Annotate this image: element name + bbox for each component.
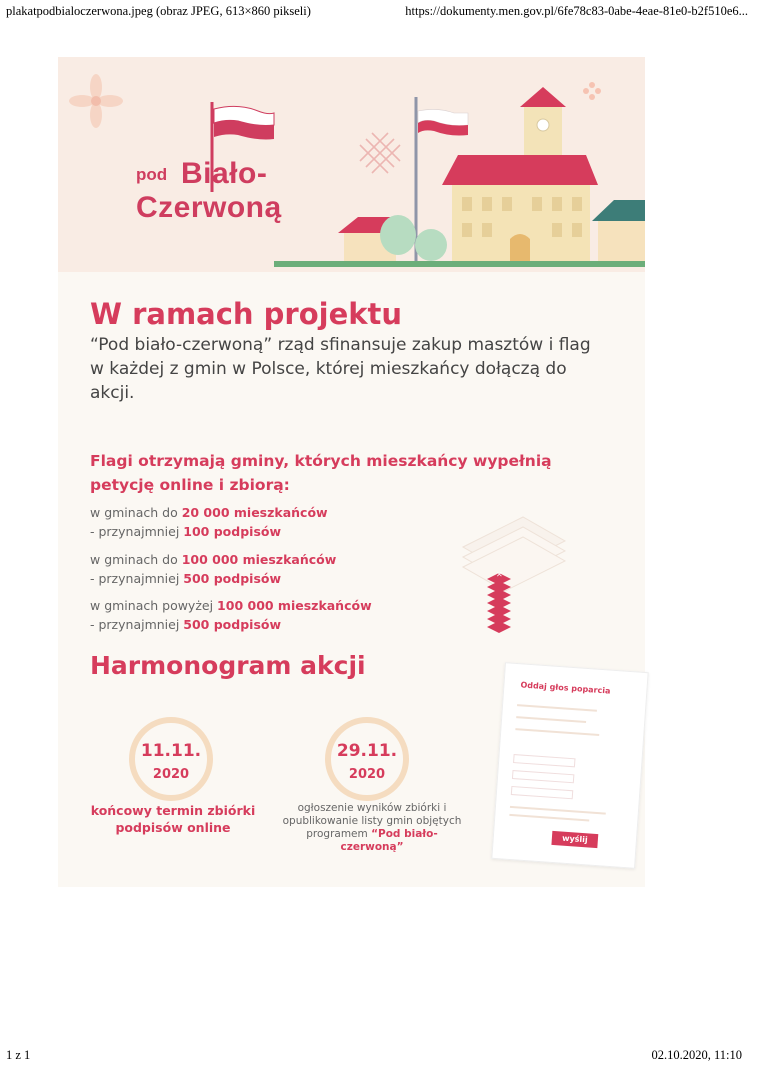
schedule-heading: Harmonogram akcji xyxy=(90,651,366,680)
rule-item: w gminach do 20 000 mieszkańców - przynajmniej 100 podpisów xyxy=(90,505,328,539)
page-url: https://dokumenty.men.gov.pl/6fe78c83-0abe-4eae-81e0-b2f510e6... xyxy=(405,4,748,18)
project-intro: “Pod biało-czerwoną” rząd sfinansuje zakup masztów i flag w każdej z gmin w Polsce, której mieszkańcy dołączą do akcji. xyxy=(90,335,591,403)
milestone-date: 29.11. xyxy=(336,741,398,761)
form-line xyxy=(516,716,586,723)
form-field xyxy=(511,786,573,799)
logo-pod-text: pod xyxy=(136,165,168,184)
form-field xyxy=(513,754,575,767)
print-datetime: 02.10.2020, 11:10 xyxy=(651,1048,742,1062)
milestone-date: 11.11. xyxy=(140,741,202,761)
form-line xyxy=(517,704,597,712)
rule-item: w gminach powyżej 100 000 mieszkańców - przynajmniej 500 podpisów xyxy=(90,598,372,632)
milestone-year: 2020 xyxy=(348,767,386,782)
milestone-date-circle xyxy=(325,717,409,801)
milestone-caption: ogłoszenie wyników zbiórki i opublikowanie listy gmin objętych programem “Pod biało-czerwoną” xyxy=(282,802,462,853)
svg-text:✕: ✕ xyxy=(496,570,503,579)
petition-form-card xyxy=(491,662,648,869)
file-title: plakatpodbialoczerwona.jpeg (obraz JPEG, 613×860 pikseli) xyxy=(6,4,311,18)
form-line xyxy=(515,728,599,736)
milestone-date-circle xyxy=(129,717,213,801)
form-title: Oddaj głos poparcia xyxy=(520,680,611,696)
page-count: 1 z 1 xyxy=(6,1048,31,1062)
print-footer xyxy=(6,1048,758,1066)
print-header xyxy=(6,4,758,22)
petition-papers-icon xyxy=(453,497,573,637)
send-button: wyślij xyxy=(551,831,598,848)
flags-heading: Flagi otrzymają gminy, których mieszkańcy wypełnią petycję online i zbiorą: xyxy=(90,452,552,494)
project-heading: W ramach projektu xyxy=(90,297,403,331)
form-line xyxy=(509,814,589,822)
rule-item: w gminach do 100 000 mieszkańców - przynajmniej 500 podpisów xyxy=(90,552,337,586)
logo-czerwona-text: Czerwoną xyxy=(136,191,282,224)
form-line xyxy=(510,806,606,815)
banner-illustration xyxy=(58,57,645,272)
logo-bialo-text: Biało- xyxy=(181,157,268,190)
poster xyxy=(58,57,645,887)
milestone-year: 2020 xyxy=(152,767,190,782)
form-field xyxy=(512,770,574,783)
milestone-caption: końcowy termin zbiórki podpisów online xyxy=(90,803,256,835)
